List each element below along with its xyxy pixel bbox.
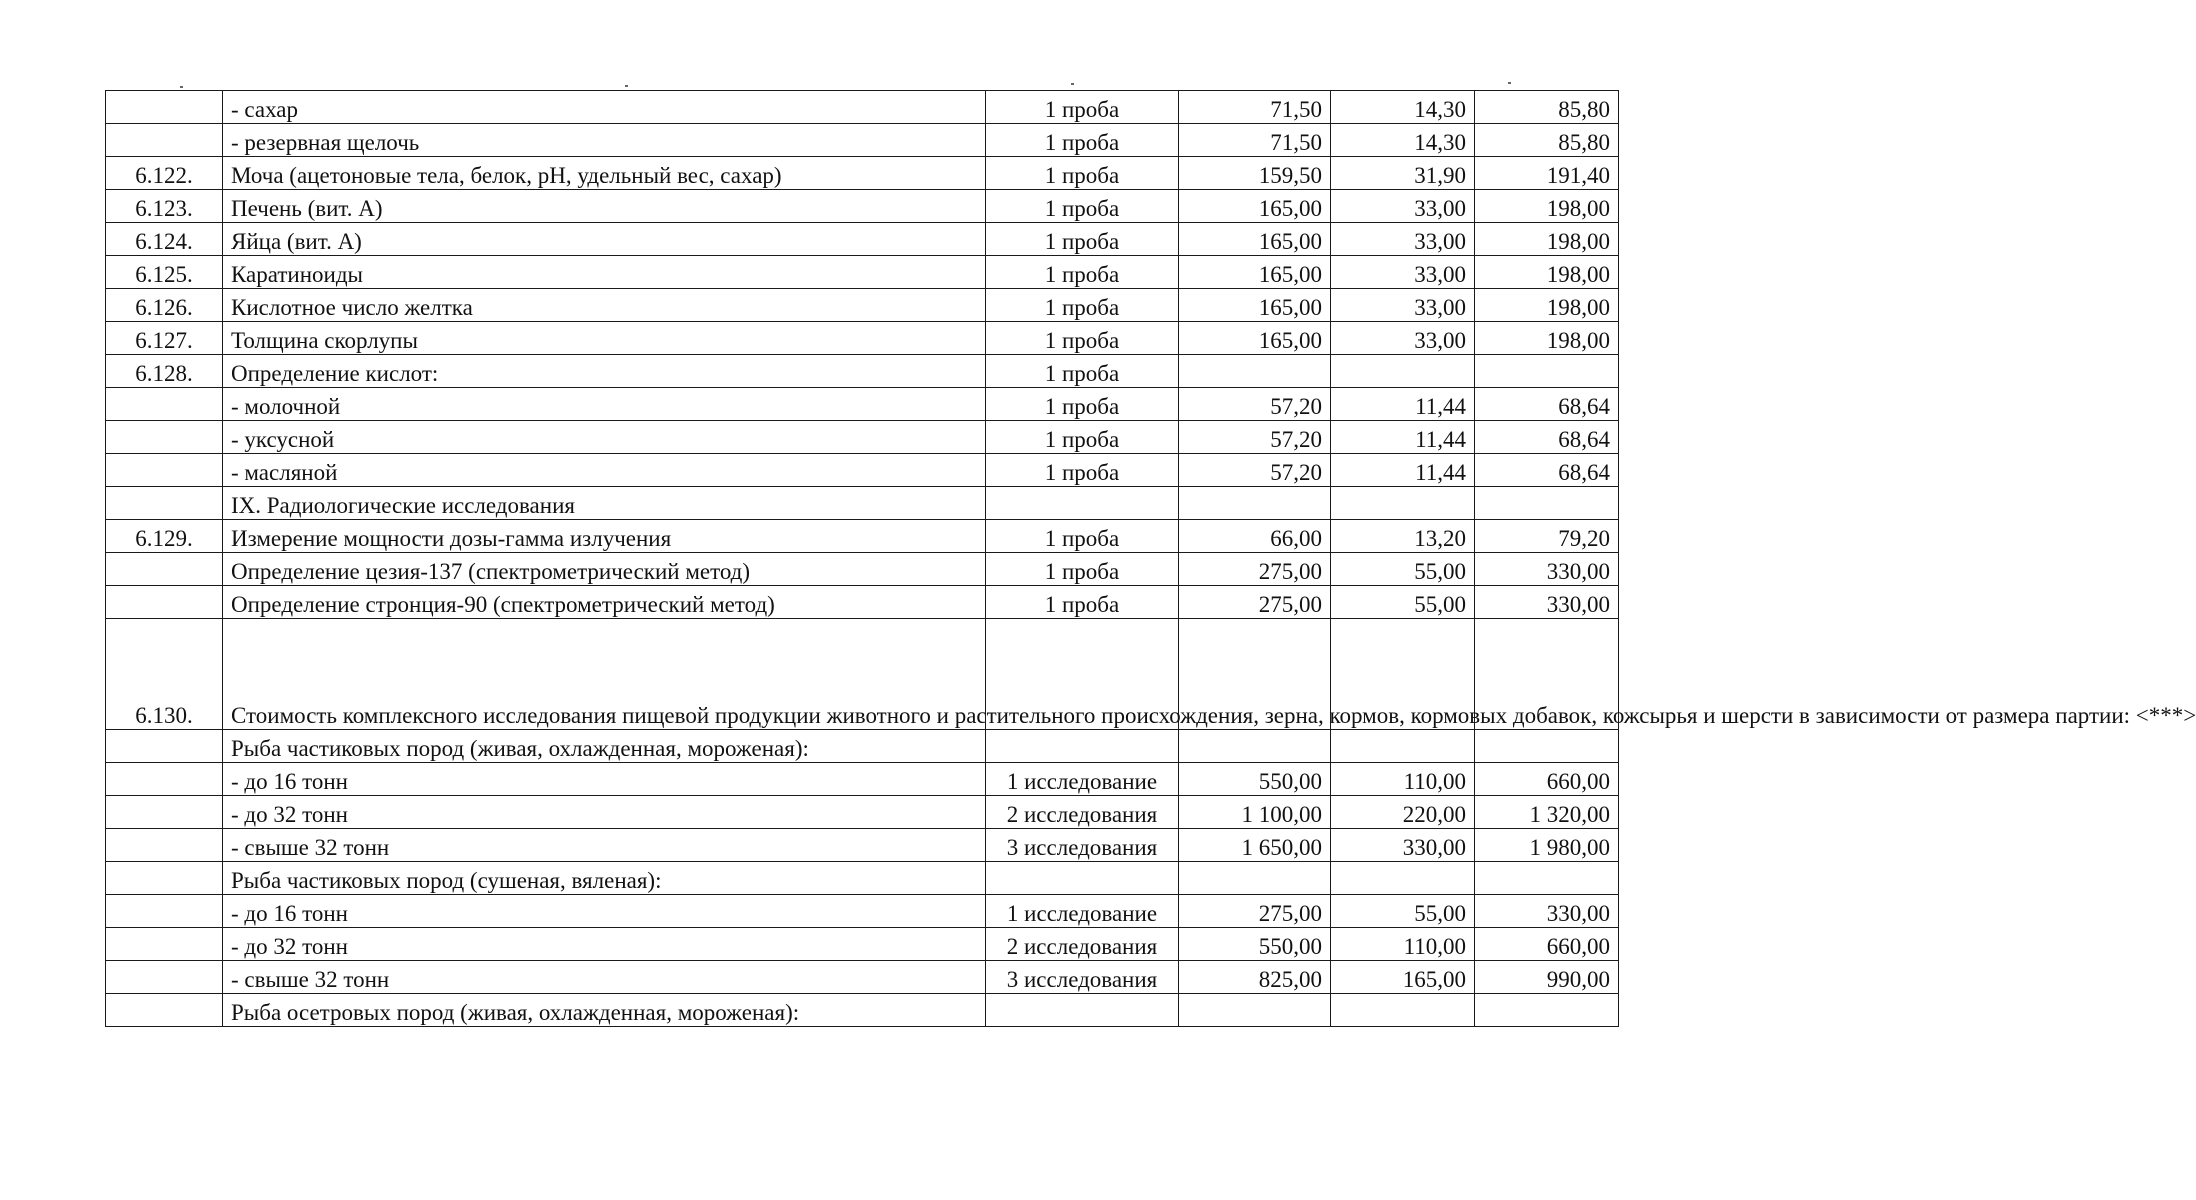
table-row [106,796,1619,829]
total-cell: 68,64 [1475,421,1619,454]
table-row [106,994,1619,1027]
total-cell: 85,80 [1475,124,1619,157]
item-name-cell: - уксусной [223,421,986,454]
price-cell: 550,00 [1179,928,1331,961]
item-number-cell [106,124,223,157]
item-name-cell: - до 32 тонн [223,796,986,829]
item-number-cell [106,829,223,862]
unit-cell: 1 проба [986,421,1179,454]
total-cell [1475,487,1619,520]
total-cell: 660,00 [1475,763,1619,796]
total-cell: 198,00 [1475,322,1619,355]
item-name-cell: Яйца (вит. А) [223,223,986,256]
table-row [106,961,1619,994]
total-cell: 68,64 [1475,454,1619,487]
vat-cell [1331,862,1475,895]
table-row [106,829,1619,862]
price-cell: 71,50 [1179,91,1331,124]
item-number-cell [106,388,223,421]
price-cell: 159,50 [1179,157,1331,190]
price-cell: 275,00 [1179,586,1331,619]
item-number-cell [106,553,223,586]
vat-cell: 33,00 [1331,289,1475,322]
item-number-cell [106,763,223,796]
vat-cell [1331,487,1475,520]
total-cell: 330,00 [1475,586,1619,619]
item-number-cell: 6.123. [106,190,223,223]
item-name-cell: Печень (вит. А) [223,190,986,223]
item-name-cell: Рыба частиковых пород (живая, охлажденная, мороженая): [223,730,986,763]
total-cell: 1 320,00 [1475,796,1619,829]
unit-cell: 1 проба [986,190,1179,223]
vat-cell [1331,994,1475,1027]
price-cell: 165,00 [1179,223,1331,256]
table-row [106,388,1619,421]
price-cell: 1 100,00 [1179,796,1331,829]
price-cell [1179,730,1331,763]
scan-speck [1508,82,1511,84]
item-name-cell: Рыба частиковых пород (сушеная, вяленая): [223,862,986,895]
unit-cell: 1 исследование [986,763,1179,796]
vat-cell: 330,00 [1331,829,1475,862]
table-row [106,862,1619,895]
price-table [105,90,2196,1027]
price-cell: 66,00 [1179,520,1331,553]
vat-cell: 110,00 [1331,928,1475,961]
price-cell [1179,487,1331,520]
vat-cell: 11,44 [1331,421,1475,454]
vat-cell: 14,30 [1331,91,1475,124]
unit-cell: 3 исследования [986,961,1179,994]
unit-cell: 1 проба [986,289,1179,322]
item-number-cell [106,487,223,520]
unit-cell [986,730,1179,763]
table-row [106,928,1619,961]
item-number-cell: 6.130. [106,619,223,730]
unit-cell: 2 исследования [986,796,1179,829]
item-number-cell [106,994,223,1027]
table-row [106,553,1619,586]
item-number-cell [106,454,223,487]
price-cell [1179,862,1331,895]
total-cell: 660,00 [1475,928,1619,961]
total-cell: 198,00 [1475,190,1619,223]
item-number-cell: 6.126. [106,289,223,322]
item-number-cell: 6.125. [106,256,223,289]
item-name-cell: Моча (ацетоновые тела, белок, рН, удельный вес, сахар) [223,157,986,190]
scan-speck [180,86,183,88]
item-name-cell: Стоимость комплексного исследования пищевой продукции животного и растительного происхождения, зерна, кормов, кормовых добавок, кожсырья и шерсти в зависимости от размера партии: <***> [223,619,986,730]
unit-cell: 1 проба [986,520,1179,553]
vat-cell: 110,00 [1331,763,1475,796]
item-number-cell: 6.129. [106,520,223,553]
price-cell: 57,20 [1179,421,1331,454]
item-number-cell [106,91,223,124]
vat-cell: 55,00 [1331,553,1475,586]
total-cell [1475,730,1619,763]
table-row [106,355,1619,388]
vat-cell [1331,355,1475,388]
table-row [106,520,1619,553]
vat-cell: 220,00 [1331,796,1475,829]
item-number-cell [106,730,223,763]
unit-cell: 1 проба [986,91,1179,124]
table-row [106,256,1619,289]
item-name-cell: IX. Радиологические исследования [223,487,986,520]
price-table-body [106,91,2196,1027]
unit-cell: 1 проба [986,157,1179,190]
unit-cell [986,487,1179,520]
item-number-cell [106,895,223,928]
item-number-cell [106,928,223,961]
item-name-cell: Определение кислот: [223,355,986,388]
vat-cell: 33,00 [1331,190,1475,223]
item-name-cell: - свыше 32 тонн [223,961,986,994]
price-cell: 165,00 [1179,190,1331,223]
price-cell: 165,00 [1179,322,1331,355]
price-cell: 165,00 [1179,256,1331,289]
unit-cell: 2 исследования [986,928,1179,961]
total-cell: 198,00 [1475,256,1619,289]
total-cell [1475,355,1619,388]
item-name-cell: Рыба осетровых пород (живая, охлажденная, мороженая): [223,994,986,1027]
table-row [106,454,1619,487]
vat-cell: 13,20 [1331,520,1475,553]
table-row [106,190,1619,223]
table-row [106,322,1619,355]
unit-cell: 3 исследования [986,829,1179,862]
item-name-cell: - сахар [223,91,986,124]
price-cell: 1 650,00 [1179,829,1331,862]
total-cell: 330,00 [1475,553,1619,586]
table-row [106,157,1619,190]
price-cell [1179,355,1331,388]
item-name-cell: - молочной [223,388,986,421]
price-cell: 825,00 [1179,961,1331,994]
unit-cell: 1 проба [986,322,1179,355]
item-name-cell: - масляной [223,454,986,487]
table-row [106,730,1619,763]
price-cell: 550,00 [1179,763,1331,796]
unit-cell: 1 проба [986,355,1179,388]
vat-cell: 11,44 [1331,454,1475,487]
unit-cell: 1 проба [986,388,1179,421]
vat-cell: 55,00 [1331,895,1475,928]
table-row [106,124,1619,157]
scan-speck [625,85,628,87]
table-row [106,289,1619,322]
total-cell: 198,00 [1475,289,1619,322]
table-row [106,487,1619,520]
table-row [106,421,1619,454]
price-cell: 57,20 [1179,454,1331,487]
item-name-cell: Определение стронция-90 (спектрометрический метод) [223,586,986,619]
item-number-cell: 6.122. [106,157,223,190]
item-number-cell [106,862,223,895]
item-name-cell: Измерение мощности дозы-гамма излучения [223,520,986,553]
item-number-cell [106,421,223,454]
vat-cell: 33,00 [1331,322,1475,355]
table-row [106,223,1619,256]
price-cell: 275,00 [1179,553,1331,586]
total-cell [1475,994,1619,1027]
total-cell: 85,80 [1475,91,1619,124]
item-name-cell: - до 32 тонн [223,928,986,961]
unit-cell: 1 проба [986,586,1179,619]
item-name-cell: Каратиноиды [223,256,986,289]
price-cell: 165,00 [1179,289,1331,322]
vat-cell: 33,00 [1331,256,1475,289]
price-cell: 71,50 [1179,124,1331,157]
total-cell: 990,00 [1475,961,1619,994]
item-name-cell: - свыше 32 тонн [223,829,986,862]
unit-cell: 1 исследование [986,895,1179,928]
unit-cell: 1 проба [986,124,1179,157]
unit-cell: 1 проба [986,454,1179,487]
item-name-cell: Определение цезия-137 (спектрометрический метод) [223,553,986,586]
item-number-cell: 6.124. [106,223,223,256]
vat-cell: 14,30 [1331,124,1475,157]
item-name-cell: Кислотное число желтка [223,289,986,322]
table-row [106,586,1619,619]
total-cell: 68,64 [1475,388,1619,421]
total-cell: 1 980,00 [1475,829,1619,862]
vat-cell: 31,90 [1331,157,1475,190]
unit-cell [986,994,1179,1027]
vat-cell: 11,44 [1331,388,1475,421]
table-row [106,91,1619,124]
total-cell: 198,00 [1475,223,1619,256]
vat-cell: 33,00 [1331,223,1475,256]
price-cell: 57,20 [1179,388,1331,421]
item-number-cell: 6.128. [106,355,223,388]
total-cell: 330,00 [1475,895,1619,928]
item-name-cell: Толщина скорлупы [223,322,986,355]
table-row [106,763,1619,796]
total-cell: 191,40 [1475,157,1619,190]
unit-cell: 1 проба [986,553,1179,586]
unit-cell [986,862,1179,895]
item-number-cell [106,796,223,829]
item-number-cell [106,961,223,994]
price-cell: 275,00 [1179,895,1331,928]
total-cell [1475,862,1619,895]
vat-cell: 165,00 [1331,961,1475,994]
unit-cell: 1 проба [986,256,1179,289]
total-cell: 79,20 [1475,520,1619,553]
item-number-cell [106,586,223,619]
item-name-cell: - резервная щелочь [223,124,986,157]
vat-cell [1331,730,1475,763]
item-name-cell: - до 16 тонн [223,763,986,796]
price-cell [1179,994,1331,1027]
unit-cell: 1 проба [986,223,1179,256]
table-row [106,895,1619,928]
scan-speck [1071,83,1074,85]
vat-cell: 55,00 [1331,586,1475,619]
table-row [106,619,1619,730]
item-name-cell: - до 16 тонн [223,895,986,928]
item-number-cell: 6.127. [106,322,223,355]
